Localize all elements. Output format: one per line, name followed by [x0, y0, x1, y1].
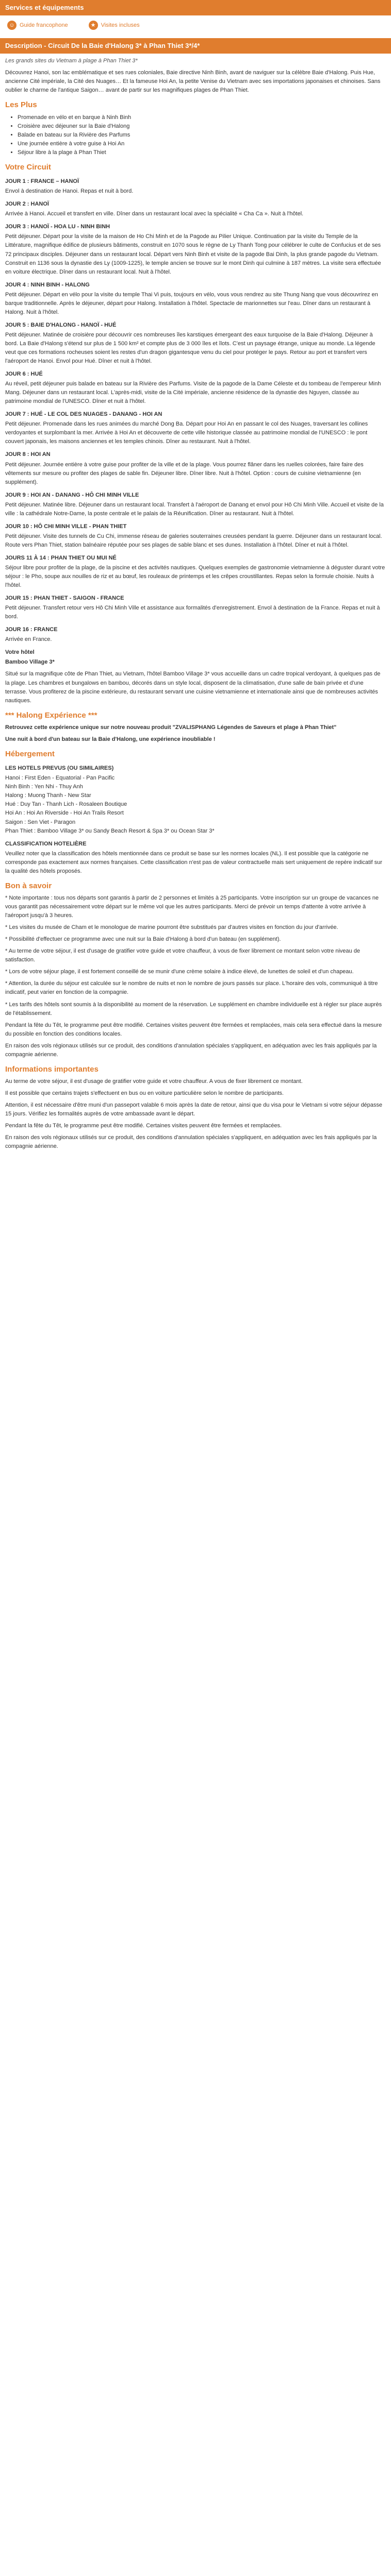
day-text: Petit déjeuner. Départ pour la visite de la maison de Ho Chi Minh et de la Pagode au Pilier Unique. Continuation par la visite du Temple de la Littérature, magnifique édifice de plusieurs bâtiments, construit en 1070 sous le règne de Ly Thanh Tong pour célébrer le culte de Confucius et de ses 72 principaux disciples. Déjeuner dans un restaurant local. Départ vers Ninh Binh et visite de la pagode Bai Dinh, la plus grande pagode du Vietnam. Construit en 1136 sous la dynastie des Ly (1009-1225), le temple ancien se trouve sur le mont Dinh qui culmine à 187 mètres. La visite sera effectuée en voiture électrique. Dîner dans un restaurant local. Nuit à l'hôtel. [5, 233, 381, 275]
day-text: Au réveil, petit déjeuner puis balade en bateau sur la Rivière des Parfums. Visite de la pagode de la Dame Céleste et du tombeau de l'empereur Minh Mang. Déjeuner dans un restaurant local. L'après-midi, visite de la Cité impériale, ancienne résidence de la dynastie des Nguyen, classée au patrimoine mondial de l'UNESCO. Dîner et nuit à l'hôtel. [5, 381, 381, 405]
day-text: Arrivée en France. [5, 636, 52, 643]
plus-title: Les Plus [5, 100, 37, 110]
label-title: *** Halong Expérience *** [5, 710, 97, 720]
day-text: Envol à destination de Hanoi. Repas et nuit à bord. [5, 188, 134, 195]
day-title: JOUR 6 : HUÉ [5, 371, 43, 378]
hotel-text: Situé sur la magnifique côte de Phan Thiet, au Vietnam, l'hôtel Bamboo Village 3* vous accueille dans un cadre tropical verdoyant, à quelques pas de la plage. Les chambres et bungalows en bambou, décorés dans un style local, disposent de la climatisation, d'une salle de bain privée et d'une terrasse. Vous profiterez de la piscine extérieure, du restaurant servant une cuisine vietnamienne et internationale ainsi que de nombreuses activités nautiques. [5, 671, 381, 704]
good-paragraph: * Possibilité d'effectuer ce programme avec une nuit sur la Baie d'Halong à bord d'un bateau (en supplément). [5, 936, 281, 943]
program-days [5, 177, 386, 644]
info-paragraph: Pendant la fête du Têt, le programme peut être modifié. Certaines visites peuvent être fermées et remplacées. [5, 1123, 282, 1129]
list-item: • Croisière avec déjeuner sur la Baie d'Halong [18, 122, 386, 131]
list-item: • Promenade en vélo et en barque à Ninh Binh [18, 113, 386, 122]
list-item: Hoi An : Hoi An Riverside - Hoi An Trails Resort [5, 810, 124, 817]
good-paragraph: * Les tarifs des hôtels sont soumis à la disponibilité au moment de la réservation. Le supplément en chambre individuelle est à régler sur place auprès de l'établissement. [5, 1001, 382, 1016]
day-text: Petit déjeuner. Matinée de croisière pour découvrir ces nombreuses îles karstiques émergeant des eaux turquoise de la Baie d'Halong. Déjeuner à bord. La Baie d'Halong s'étend sur plus de 1 500 km² et compte plus de 3 000 îles et îlots. C'est un paysage étrange, unique au monde. La légende veut que ces formations rocheuses soient les restes d'un dragon gigantesque venu du ciel pour protéger le pays. Retour au port et transfert vers l'aéroport de Hanoi. Envol pour Hué. Dîner et nuit à l'hôtel. [5, 331, 376, 365]
list-item: Phan Thiet : Bamboo Village 3* ou Sandy Beach Resort & Spa 3* ou Ocean Star 3* [5, 827, 215, 834]
program-title: Votre Circuit [5, 162, 51, 172]
service-guide [7, 21, 68, 30]
good-paragraph: * Note importante : tous nos départs sont garantis à partir de 2 personnes et limités à 25 participants. Votre inscription sur un groupe de vacances ne vous garantit pas nécessairement votre départ sur le même vol que les autres participants. Merci de prévoir un temps d'attente à votre arrivée à l'aéroport jusqu'à 3 heures. [5, 895, 379, 919]
good-list [5, 894, 386, 1059]
list-item: Halong : Muong Thanh - New Star [5, 792, 91, 799]
day-title: JOUR 4 : NINH BINH - HALONG [5, 281, 90, 288]
day-title: JOUR 8 : HOI AN [5, 451, 51, 458]
list-item: Hanoi : First Eden - Equatorial - Pan Pacific [5, 775, 115, 782]
service-visits [89, 21, 140, 30]
day-text: Petit déjeuner. Visite des tunnels de Cu Chi, immense réseau de galeries souterraines creusées pendant la guerre. Déjeuner dans un restaurant local. Route vers Phan Thiet, station balnéaire réputée pour ses plages de sable blanc et ses dunes. Installation à l'hôtel. Dîner et nuit à l'hôtel. [5, 533, 382, 548]
day-title: JOUR 1 : FRANCE – HANOÏ [5, 178, 79, 185]
list-item: • Balade en bateau sur la Rivière des Parfums [18, 131, 386, 140]
info-paragraph: En raison des vols régionaux utilisés sur ce produit, des conditions d'annulation spéciales s'appliquent, en adéquation avec les frais appliqués par la compagnie aérienne. [5, 1134, 377, 1150]
label-intro: Retrouvez cette expérience unique sur notre nouveau produit "ZVALISPHANG Légendes de Saveurs et plage à Phan Thiet" [5, 724, 337, 731]
info-paragraph: Attention, il est nécessaire d'être muni d'un passeport valable 6 mois après la date de retour, ainsi que du visa pour le Vietnam si votre séjour dépasse 15 jours. Vérifiez les formalités auprès de votre ambassade avant le départ. [5, 1102, 383, 1117]
good-title: Bon à savoir [5, 881, 52, 890]
hotel-section-title: Votre hôtel [5, 649, 35, 656]
list-item: Saigon : Sen Viet - Paragon [5, 819, 76, 825]
good-paragraph: * Attention, la durée du séjour est calculée sur le nombre de nuits et non le nombre de jours passés sur place. L'horaire des vols, communiqué à titre indicatif, peut varier en fonction de la compagnie. [5, 980, 378, 996]
label-sub: Une nuit à bord d'un bateau sur la Baie d'Halong, une expérience inoubliable ! [5, 736, 216, 742]
list-item: Ninh Binh : Yen Nhi - Thuy Anh [5, 784, 83, 790]
day-title: JOUR 2 : HANOÏ [5, 201, 49, 208]
visit-icon: ★ [89, 21, 98, 30]
day-title: JOURS 11 À 14 : PHAN THIET OU MUI NÉ [5, 554, 117, 561]
services-list [0, 15, 391, 35]
tour-title: Description - Circuit De la Baie d'Halong 3* à Phan Thiet 3*/4* [0, 38, 391, 54]
list-item: Hué : Duy Tan - Thanh Lich - Rosaleen Boutique [5, 801, 127, 808]
good-paragraph: En raison des vols régionaux utilisés sur ce produit, des conditions d'annulation spéciales s'appliquent, en adéquation avec les frais appliqués par la compagnie aérienne. [5, 1042, 377, 1058]
day-title: JOUR 15 : PHAN THIET - SAIGON - FRANCE [5, 595, 124, 602]
day-text: Petit déjeuner. Transfert retour vers Hô Chi Minh Ville et assistance aux formalités d'enregistrement. Envol à destination de la France. Repas et nuit à bord. [5, 605, 380, 620]
accommodation-heading: LES HOTELS PREVUS (OU SIMILAIRES) [5, 765, 114, 772]
day-text: Petit déjeuner. Journée entière à votre guise pour profiter de la ville et de la plage. Vous pourrez flâner dans les ruelles colorées, faire faire des vêtements sur mesure ou profiter des plages de sable fin. Déjeuner libre. Dîner libre. Nuit à l'hôtel. Option : cours de cuisine vietnamienne (en supplément). [5, 461, 364, 485]
tour-description [0, 54, 391, 1156]
classification-text: Veuillez noter que la classification des hôtels mentionnée dans ce produit se base sur les normes locales (NL). Il est possible que la catégorie ne corresponde pas exactement aux normes françaises. Cette classification n'est pas de valeur contractuelle mais sert uniquement de repère indicatif sur la qualité des hôtels proposés. [5, 850, 382, 874]
info-list [5, 1077, 386, 1151]
list-item: • Une journée entière à votre guise à Hoi An [18, 140, 386, 148]
day-title: JOUR 7 : HUÉ - LE COL DES NUAGES - DANANG - HOI AN [5, 411, 162, 418]
accommodation-list [5, 774, 386, 835]
day-title: JOUR 3 : HANOÏ - HOA LU - NINH BINH [5, 224, 110, 230]
good-paragraph: Pendant la fête du Têt, le programme peut être modifié. Certaines visites peuvent être fermées et remplacées, mais cela sera effectué dans la mesure du possible en fonction des conditions locales. [5, 1022, 382, 1037]
day-text: Petit déjeuner. Matinée libre. Déjeuner dans un restaurant local. Transfert à l'aéroport de Danang et envol pour Hô Chi Minh Ville. Accueil et visite de la ville : la cathédrale Notre-Dame, la poste centrale et le palais de la Réunification. Dîner au restaurant. Nuit à l'hôtel. [5, 501, 384, 517]
services-bar: Services et équipements [0, 0, 391, 15]
info-paragraph: Il est possible que certains trajets s'effectuent en bus ou en voiture particulière selon le nombre de participants. [5, 1090, 284, 1097]
good-paragraph: * Au terme de votre séjour, il est d'usage de gratifier votre guide et votre chauffeur, à vous de fixer librement ce montant selon votre niveau de satisfaction. [5, 948, 360, 963]
day-text: Arrivée à Hanoi. Accueil et transfert en ville. Dîner dans un restaurant local avec la spécialité « Cha Ca ». Nuit à l'hôtel. [5, 211, 304, 217]
classification-title: CLASSIFICATION HOTELIÈRE [5, 840, 87, 847]
list-item: • Séjour libre à la plage à Phan Thiet [18, 148, 386, 157]
day-text: Petit déjeuner. Départ en vélo pour la visite du temple Thai Vi puis, toujours en vélo, vous vous rendrez au site Thung Nang que vous découvrirez en barque traditionnelle. Après le déjeuner, départ pour Halong. Installation à l'hôtel. Spectacle de marionnettes sur l'eau. Dîner dans un restaurant à Halong. Nuit à l'hôtel. [5, 291, 378, 315]
good-paragraph: * Lors de votre séjour plage, il est fortement conseillé de se munir d'une crème solaire à indice élevé, de lunettes de soleil et d'un chapeau. [5, 969, 354, 975]
plus-list [5, 113, 386, 157]
service-guide-label: Guide francophone [20, 22, 68, 28]
tour-text: Découvrez Hanoi, son lac emblématique et ses rues coloniales, Baie directive Ninh Binh, avant de naviguer sur la célèbre Baie d'Halong. Puis Hue, ancienne Cité impériale, la Cité des Nuages… Et la fameuse Hoi An, la petite Venise du Vietnam avec ses importations japonaises et chinoises. Sans oublier le charme de l'antique Saigon… avant de partir sur les magnifiques plages de Phan Thiet. [5, 70, 381, 94]
accommodation-title: Hébergement [5, 749, 55, 758]
tour-intro: Les grands sites du Vietnam à plage à Phan Thiet 3* [5, 58, 138, 64]
hotel-name: Bamboo Village 3* [5, 659, 55, 666]
day-text: Séjour libre pour profiter de la plage, de la piscine et des activités nautiques. Quelques exemples de gastronomie vietnamienne à déguster durant votre séjour : le Pho, soupe aux nouilles de riz et au bœuf, les rouleaux de printemps et les crêpes croustillantes. Repas selon la formule choisie. Nuits à l'hôtel. [5, 564, 385, 589]
guide-icon: ☺ [7, 21, 17, 30]
good-paragraph: * Les visites du musée de Cham et le monologue de marine pourront être substitués par d'autres visites en fonction du jour d'arrivée. [5, 924, 338, 931]
day-title: JOUR 9 : HOI AN - DANANG - HÔ CHI MINH VILLE [5, 492, 139, 498]
info-title: Informations importantes [5, 1064, 99, 1074]
service-visits-label: Visites incluses [101, 22, 140, 28]
info-paragraph: Au terme de votre séjour, il est d'usage de gratifier votre guide et votre chauffeur. A vous de fixer librement ce montant. [5, 1078, 303, 1085]
day-text: Petit déjeuner. Promenade dans les rues animées du marché Dong Ba. Départ pour Hoi An en passant le col des Nuages, traversant les collines verdoyantes et surplombant la mer. Arrivée à Hoi An et découverte de cette ville historique classée au patrimoine mondial de l'UNESCO : le pont couvert japonais, les maisons anciennes et les temples chinois. Dîner au restaurant. Nuit à l'hôtel. [5, 421, 368, 445]
day-title: JOUR 5 : BAIE D'HALONG - HANOÏ - HUÉ [5, 321, 117, 328]
day-title: JOUR 10 : HÔ CHI MINH VILLE - PHAN THIET [5, 523, 127, 530]
day-title: JOUR 16 : FRANCE [5, 626, 58, 633]
